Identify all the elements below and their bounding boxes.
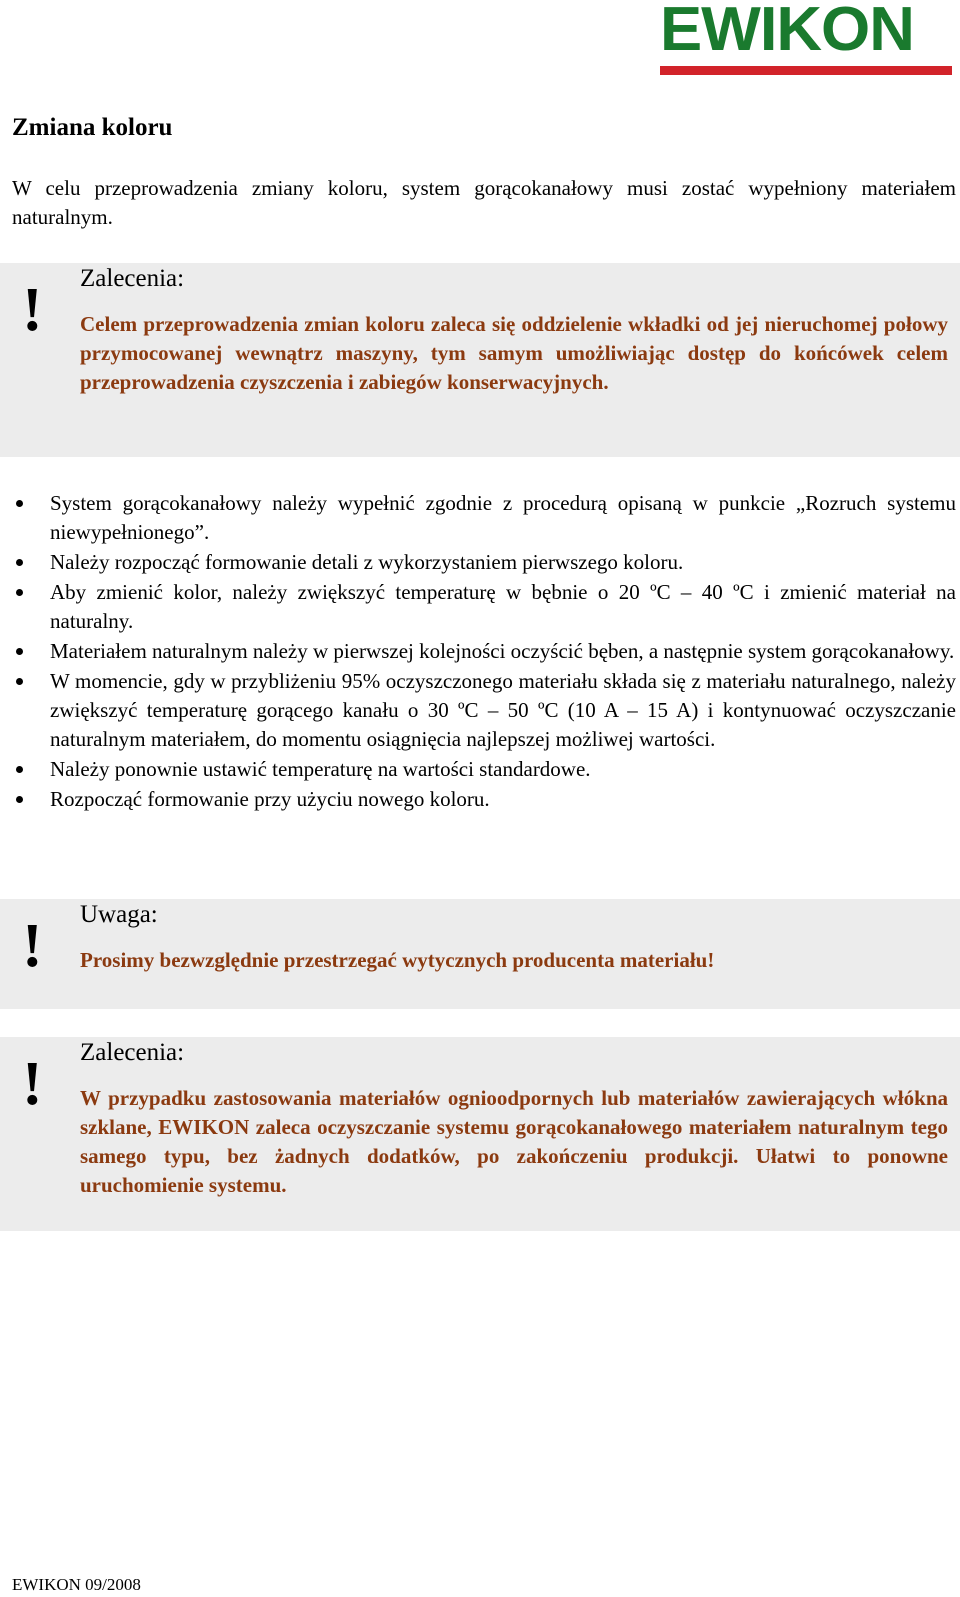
note-box-warning — [0, 899, 960, 1009]
list-item-text: W momencie, gdy w przybliżeniu 95% oczyszczonego materiału składa się z materiału naturalnego, należy zwiększyć temperaturę gorącego kanału o 30 ºC – 50 ºC (10 A – 15 A) i kontynuować oczyszczanie naturalnym materiałem, do momentu osiągnięcia najlepszej możliwej wartości. — [50, 669, 956, 751]
list-item — [12, 489, 956, 547]
list-item-text: Materiałem naturalnym należy w pierwszej kolejności oczyścić bęben, a następnie system gorącokanałowy. — [50, 639, 955, 663]
list-item — [12, 667, 956, 754]
page-title: Zmiana koloru — [12, 114, 173, 141]
bullet-icon — [16, 559, 23, 566]
bullet-icon — [16, 500, 23, 507]
bullet-icon — [16, 796, 23, 803]
note-heading: Zalecenia: — [80, 265, 185, 292]
list-item — [12, 578, 956, 636]
bullet-icon — [16, 648, 23, 655]
footer-version: EWIKON 09/2008 — [12, 1575, 141, 1594]
note-text: Celem przeprowadzenia zmian koloru zaleca się oddzielenie wkładki od jej nieruchomej połowy przymocowanej wewnątrz maszyny, tym samym umożliwiając dostęp do końcówek celem przeprowadzenia czyszczenia i zabiegów konserwacyjnych. — [80, 312, 948, 394]
note-text: W przypadku zastosowania materiałów ognioodpornych lub materiałów zawierających włókna szklane, EWIKON zaleca oczyszczanie systemu gorącokanałowego materiałem naturalnym tego samego typu, bez żadnych dodatków, po zakończeniu produkcji. Ułatwi to ponowne uruchomienie systemu. — [80, 1086, 948, 1197]
intro-paragraph: W celu przeprowadzenia zmiany koloru, system gorącokanałowy musi zostać wypełniony materiałem naturalnym. — [12, 176, 956, 229]
list-item — [12, 755, 956, 784]
list-item-text: Rozpocząć formowanie przy użyciu nowego koloru. — [50, 787, 490, 811]
note-heading: Zalecenia: — [80, 1039, 185, 1066]
note-heading: Uwaga: — [80, 901, 158, 928]
exclamation-icon: ! — [22, 912, 43, 980]
bullet-icon — [16, 678, 23, 685]
exclamation-icon: ! — [22, 276, 43, 344]
ewikon-logo — [660, 0, 952, 76]
exclamation-icon: ! — [22, 1050, 43, 1118]
list-item — [12, 548, 956, 577]
bullet-icon — [16, 589, 23, 596]
logo-red-bar — [660, 66, 952, 75]
note-box-recommendation-1 — [0, 263, 960, 457]
procedure-list — [12, 489, 956, 815]
list-item — [12, 637, 956, 666]
list-item-text: Należy rozpocząć formowanie detali z wykorzystaniem pierwszego koloru. — [50, 550, 684, 574]
note-text: Prosimy bezwzględnie przestrzegać wytycznych producenta materiału! — [80, 948, 715, 972]
logo-wordmark: EWIKON — [660, 0, 914, 64]
list-item-text: System gorącokanałowy należy wypełnić zgodnie z procedurą opisaną w punkcie „Rozruch systemu niewypełnionego”. — [50, 491, 956, 544]
list-item — [12, 785, 956, 814]
list-item-text: Aby zmienić kolor, należy zwiększyć temperaturę w bębnie o 20 ºC – 40 ºC i zmienić materiał na naturalny. — [50, 580, 956, 633]
note-box-recommendation-2 — [0, 1037, 960, 1231]
bullet-icon — [16, 766, 23, 773]
list-item-text: Należy ponownie ustawić temperaturę na wartości standardowe. — [50, 757, 591, 781]
